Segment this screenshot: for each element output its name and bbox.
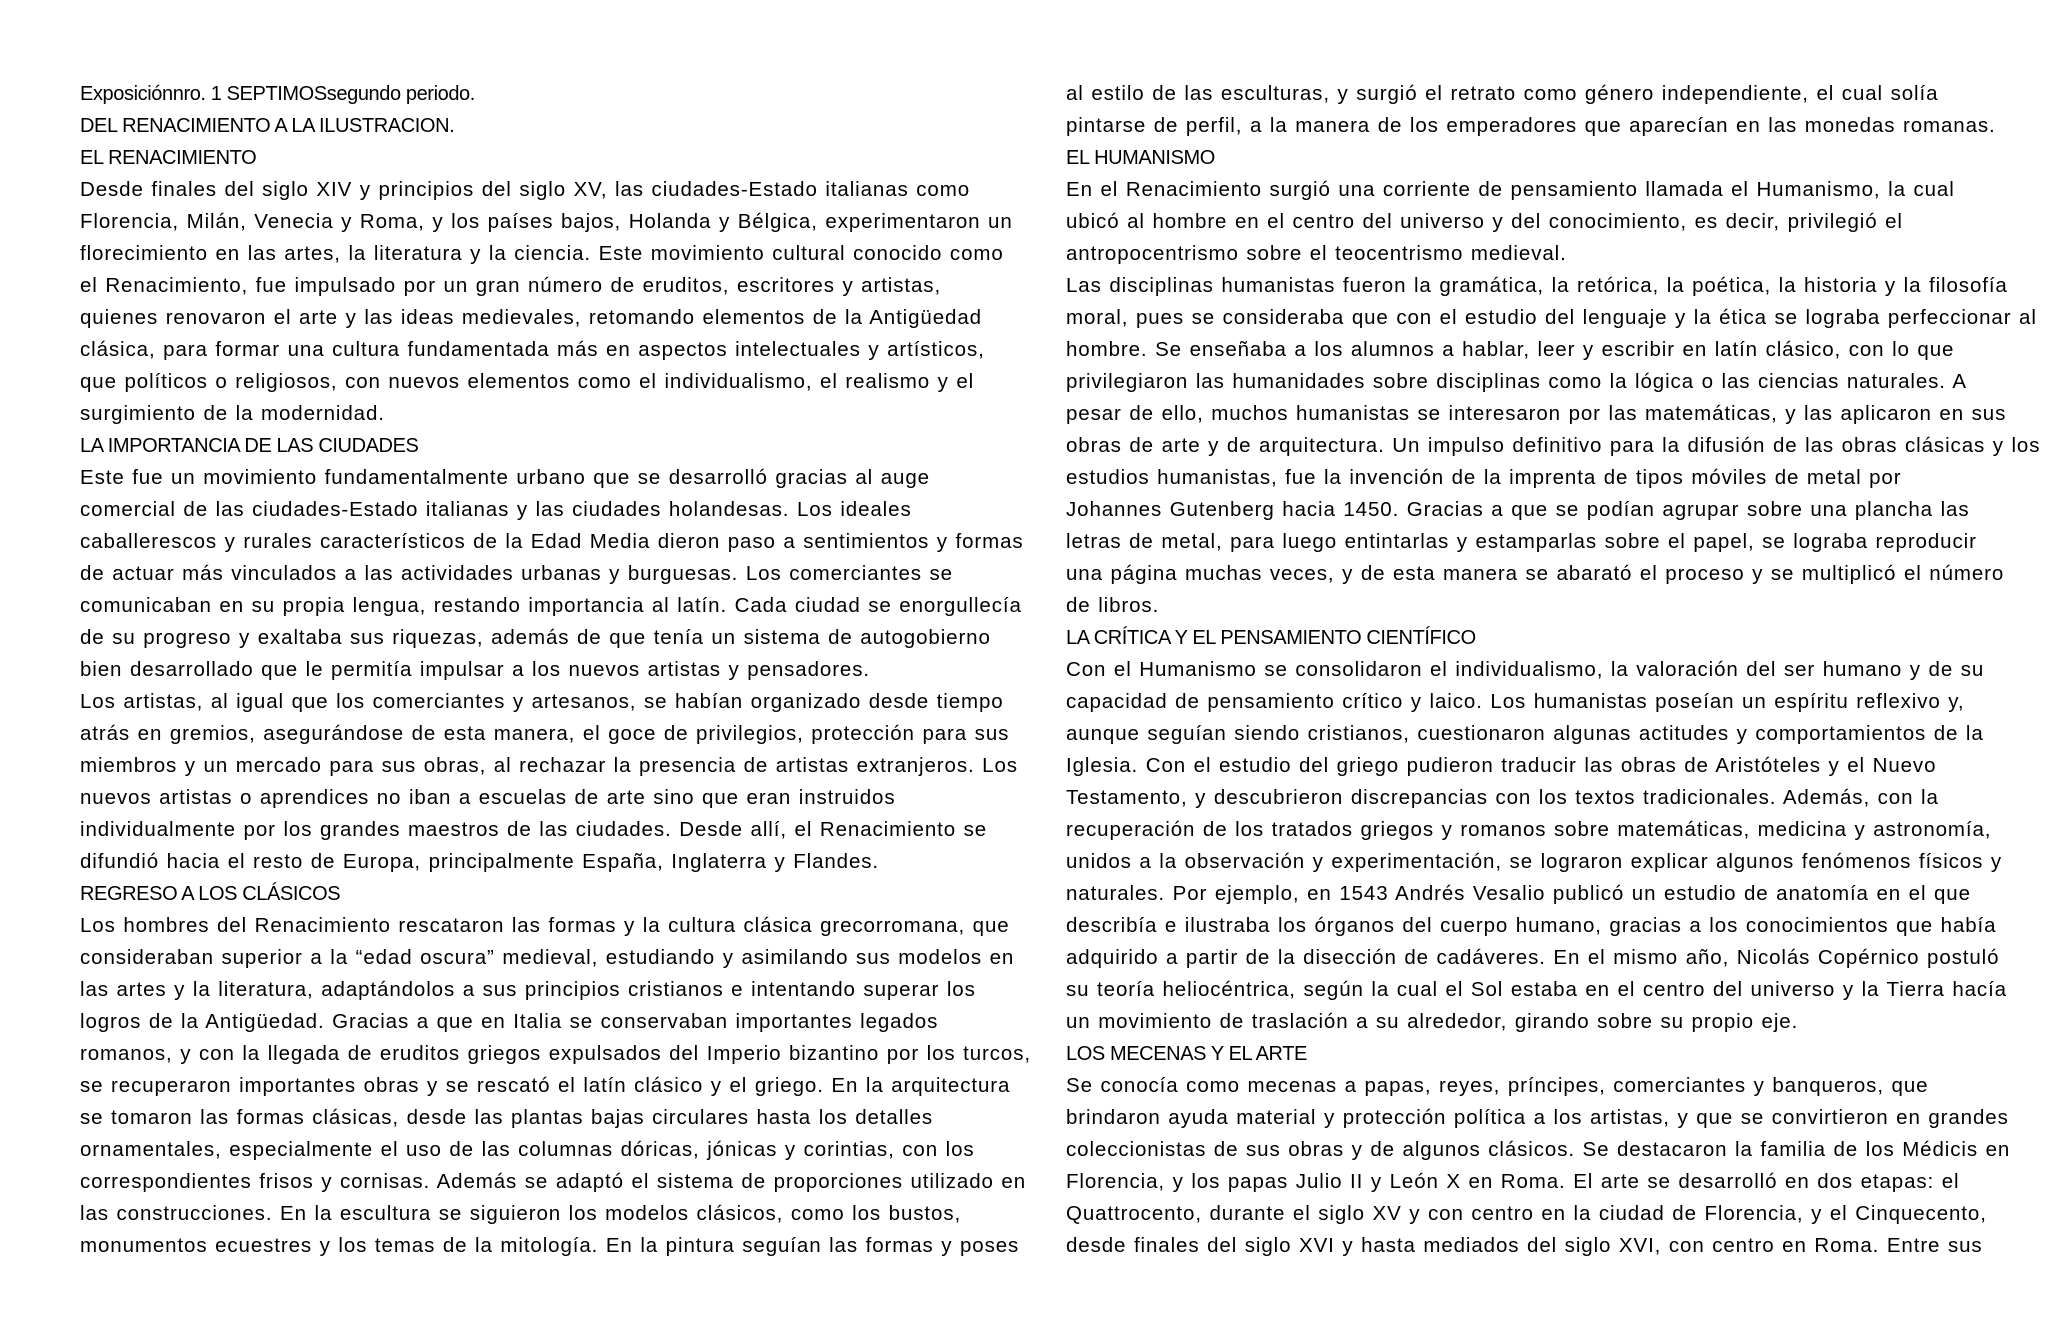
text-line: el Renacimiento, fue impulsado por un gran número de eruditos, escritores y artistas, [80,274,942,297]
text-line: romanos, y con la llegada de eruditos griegos expulsados del Imperio bizantino por los turcos, [80,1042,1031,1065]
text-line: una página muchas veces, y de esta manera se abarató el proceso y se multiplicó el número [1066,562,2005,585]
text-line: quienes renovaron el arte y las ideas medievales, retomando elementos de la Antigüedad [80,306,982,329]
text-line: atrás en gremios, asegurándose de esta manera, el goce de privilegios, protección para sus [80,722,1010,745]
text-line: individualmente por los grandes maestros de las ciudades. Desde allí, el Renacimiento se [80,818,988,841]
text-line: un movimiento de traslación a su alrededor, girando sobre su propio eje. [1066,1010,1799,1033]
text-line: estudios humanistas, fue la invención de la imprenta de tipos móviles de metal por [1066,466,1902,489]
text-line: Este fue un movimiento fundamentalmente urbano que se desarrolló gracias al auge [80,466,930,489]
text-line: ornamentales, especialmente el uso de las columnas dóricas, jónicas y corintias, con los [80,1138,975,1161]
text-line: caballerescos y rurales característicos de la Edad Media dieron paso a sentimientos y formas [80,530,1024,553]
text-line: En el Renacimiento surgió una corriente de pensamiento llamada el Humanismo, la cual [1066,178,1955,201]
text-line: antropocentrismo sobre el teocentrismo medieval. [1066,242,1567,265]
right-text-column [1066,78,2048,1262]
text-line: describía e ilustraba los órganos del cuerpo humano, gracias a los conocimientos que había [1066,914,1997,937]
text-line: Los hombres del Renacimiento rescataron las formas y la cultura clásica grecorromana, que [80,914,1010,937]
text-line: obras de arte y de arquitectura. Un impulso definitivo para la difusión de las obras clásicas y los [1066,434,2041,457]
text-line: privilegiaron las humanidades sobre disciplinas como la lógica o las ciencias naturales. A [1066,370,1967,393]
text-line: correspondientes frisos y cornisas. Además se adaptó el sistema de proporciones utilizado en [80,1170,1027,1193]
text-line: de su progreso y exaltaba sus riquezas, además de que tenía un sistema de autogobierno [80,626,991,649]
text-line: Florencia, Milán, Venecia y Roma, y los países bajos, Holanda y Bélgica, experimentaron un [80,210,1013,233]
text-line: nuevos artistas o aprendices no iban a escuelas de arte sino que eran instruidos [80,786,896,809]
text-line: naturales. Por ejemplo, en 1543 Andrés Vesalio publicó un estudio de anatomía en el que [1066,882,1971,905]
text-line: letras de metal, para luego entintarlas y estamparlas sobre el papel, se lograba reproducir [1066,530,1977,553]
text-line: Con el Humanismo se consolidaron el individualismo, la valoración del ser humano y de su [1066,658,1985,681]
text-line: capacidad de pensamiento crítico y laico. Los humanistas poseían un espíritu reflexivo y, [1066,690,1965,713]
text-line: hombre. Se enseñaba a los alumnos a hablar, leer y escribir en latín clásico, con lo que [1066,338,1955,361]
text-line: bien desarrollado que le permitía impulsar a los nuevos artistas y pensadores. [80,658,870,681]
text-line: Se conocía como mecenas a papas, reyes, príncipes, comerciantes y banqueros, que [1066,1074,1929,1097]
text-line: coleccionistas de sus obras y de algunos clásicos. Se destacaron la familia de los Médicis en [1066,1138,2011,1161]
section-heading: Exposiciónnro. 1 SEPTIMOSsegundo periodo. [80,83,475,105]
section-heading: DEL RENACIMIENTO A LA ILUSTRACION. [80,115,455,137]
text-line: de libros. [1066,594,1160,617]
section-heading: EL RENACIMIENTO [80,147,257,169]
section-heading: LA CRÍTICA Y EL PENSAMIENTO CIENTÍFICO [1066,627,1476,649]
text-line: su teoría heliocéntrica, según la cual el Sol estaba en el centro del universo y la Tierra hacía [1066,978,2007,1001]
text-line: logros de la Antigüedad. Gracias a que en Italia se conservaban importantes legados [80,1010,939,1033]
text-line: de actuar más vinculados a las actividades urbanas y burguesas. Los comerciantes se [80,562,953,585]
text-line: adquirido a partir de la disección de cadáveres. En el mismo año, Nicolás Copérnico postuló [1066,946,2000,969]
text-line: surgimiento de la modernidad. [80,402,385,425]
text-line: clásica, para formar una cultura fundamentada más en aspectos intelectuales y artísticos, [80,338,985,361]
text-line: pesar de ello, muchos humanistas se interesaron por las matemáticas, y las aplicaron en sus [1066,402,2007,425]
text-line: miembros y un mercado para sus obras, al rechazar la presencia de artistas extranjeros. Los [80,754,1018,777]
text-line: pintarse de perfil, a la manera de los emperadores que aparecían en las monedas romanas. [1066,114,1996,137]
text-line: se tomaron las formas clásicas, desde las plantas bajas circulares hasta los detalles [80,1106,934,1129]
text-line: ubicó al hombre en el centro del universo y del conocimiento, es decir, privilegió el [1066,210,1903,233]
text-line: Las disciplinas humanistas fueron la gramática, la retórica, la poética, la historia y la filosofía [1066,274,2008,297]
text-line: aunque seguían siendo cristianos, cuestionaron algunas actitudes y comportamientos de la [1066,722,1984,745]
section-heading: LA IMPORTANCIA DE LAS CIUDADES [80,435,419,457]
text-line: Iglesia. Con el estudio del griego pudieron traducir las obras de Aristóteles y el Nuevo [1066,754,1937,777]
text-line: Los artistas, al igual que los comerciantes y artesanos, se habían organizado desde tiempo [80,690,1004,713]
text-line: Johannes Gutenberg hacia 1450. Gracias a que se podían agrupar sobre una plancha las [1066,498,1970,521]
text-line: florecimiento en las artes, la literatura y la ciencia. Este movimiento cultural conocido como [80,242,1004,265]
text-line: recuperación de los tratados griegos y romanos sobre matemáticas, medicina y astronomía, [1066,818,1992,841]
section-heading: LOS MECENAS Y EL ARTE [1066,1043,1307,1065]
text-line: brindaron ayuda material y protección política a los artistas, y que se convirtieron en grandes [1066,1106,2009,1129]
text-line: comercial de las ciudades-Estado italianas y las ciudades holandesas. Los ideales [80,498,912,521]
text-line: se recuperaron importantes obras y se rescató el latín clásico y el griego. En la arquitectura [80,1074,1011,1097]
text-line: monumentos ecuestres y los temas de la mitología. En la pintura seguían las formas y poses [80,1234,1020,1257]
text-line: al estilo de las esculturas, y surgió el retrato como género independiente, el cual solía [1066,82,1939,105]
section-heading: EL HUMANISMO [1066,147,1215,169]
text-line: las construcciones. En la escultura se siguieron los modelos clásicos, como los bustos, [80,1202,962,1225]
text-line: Desde finales del siglo XIV y principios del siglo XV, las ciudades-Estado italianas como [80,178,970,201]
left-text-column [80,78,1080,1262]
text-line: Quattrocento, durante el siglo XV y con centro en la ciudad de Florencia, y el Cinquecento, [1066,1202,1987,1225]
text-line: difundió hacia el resto de Europa, principalmente España, Inglaterra y Flandes. [80,850,880,873]
text-line: desde finales del siglo XVI y hasta mediados del siglo XVI, con centro en Roma. Entre sus [1066,1234,1983,1257]
text-line: unidos a la observación y experimentación, se lograron explicar algunos fenómenos físicos y [1066,850,2003,873]
text-line: consideraban superior a la “edad oscura” medieval, estudiando y asimilando sus modelos en [80,946,1015,969]
text-line: moral, pues se consideraba que con el estudio del lenguaje y la ética se lograba perfeccionar al [1066,306,2037,329]
text-line: que políticos o religiosos, con nuevos elementos como el individualismo, el realismo y el [80,370,975,393]
text-line: Florencia, y los papas Julio II y León X en Roma. El arte se desarrolló en dos etapas: el [1066,1170,1960,1193]
text-line: las artes y la literatura, adaptándolos a sus principios cristianos e intentando superar los [80,978,976,1001]
section-heading: REGRESO A LOS CLÁSICOS [80,883,341,905]
text-line: Testamento, y descubrieron discrepancias con los textos tradicionales. Además, con la [1066,786,1939,809]
text-line: comunicaban en su propia lengua, restando importancia al latín. Cada ciudad se enorgullecía [80,594,1022,617]
